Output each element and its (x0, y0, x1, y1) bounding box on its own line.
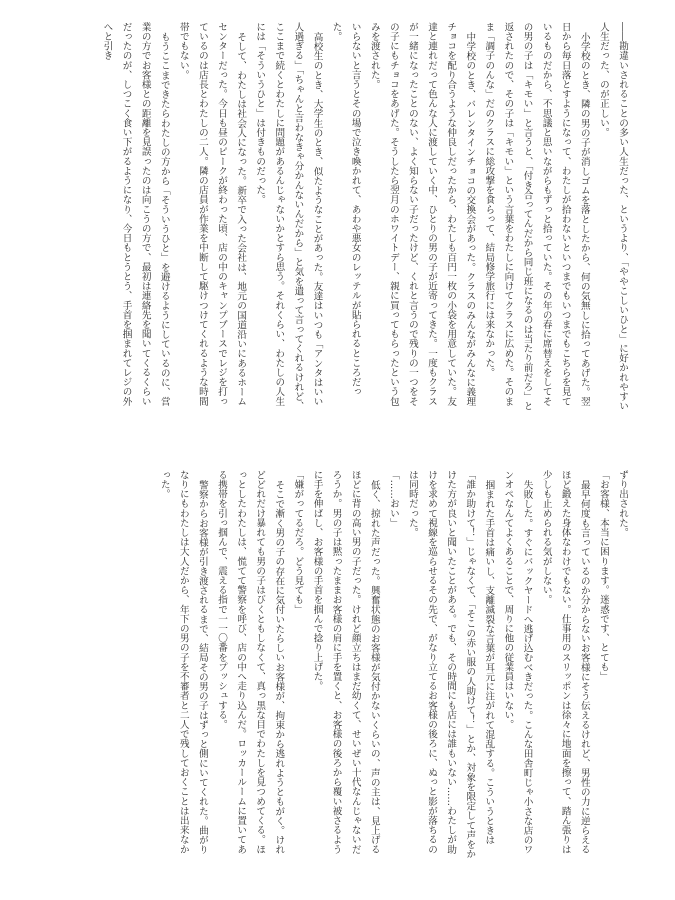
paragraph: 失敗した。すぐにバックヤードへ逃げ込むべきだった。こんな田舎町じゃ小さな店のワンオペなんてよくあることで、周りに他の従業員はいない。 (502, 470, 533, 854)
paragraph: 中学校のとき、バレンタインチョコの交換会があった。クラスのみんながみんなに義理チョコを配り合うような仲良しだったから、わたしも百円一枚の小袋を用意していた。友達と連れだって色んな人に渡していく中、ひとりの男の子が近寄ってきた。一度もクラスが一緒になったことのない、よく知らない子だったけど、くれと言うので残りの一つをその子にもチョコをあげた。そうしたら翌月のホワイトデー、親に買ってもらったという包みを渡された。 (368, 22, 476, 406)
paragraph: そして、わたしは社会人になった。新卒で入った会社は、地元の国道沿いにあるホームセンターだった。今日も昼のピークが終わった頃、店の中のキャンプブースでレジを打っているのは店長とわたしの二人。隣の店員が作業を中断して駆けつけてくれるような時間帯でもない。 (177, 22, 247, 406)
paragraph: もうここまできたらわたしの方から「そういうひと」を避けるようにしているのに、営業の方でお客様との距離を見誤ったのは向こうの方で、最初は連絡先を聞いてくるくらいだったのが、しつこく食い下がるようになり、今日もとうとう、手首を掴まれてレジの外へと引き (101, 22, 170, 406)
paragraph: 低く、掠れた声だった。興奮状態のお客様が気付かないくらいの、声の主は、見上げるほどに背の高い男の子だった。けれど顔立ちはまだ幼くて、せいぜい十代なんじゃないだろうか。男の子は黙ったままお客様の肩に手を置くと、お客様の後ろから覆い被さるように手を伸ばし、お客様の手首を掴んで捻り上げた。 (311, 470, 380, 854)
paragraph: ――勘違いされることの多い人生だった、というより、「ややこしいひと」に好かれやすい人生だった、のが正しい。 (597, 22, 628, 411)
dialogue: 「……おい」 (387, 470, 399, 528)
paragraph: 掴まれた手首は痛いし、支離滅裂な言葉が耳元に注がれて混乱する。こういうときは「誰か助けて！」じゃなくて、「そこの赤い服の人助けて！」とか、対象を限定して声をかけた方が良いと聞いたことがある。でも、その時間にも店には誰もいない……わたしが助けを求めて視線を巡らせるその先で、がなり立てるお客様の後ろに、ぬっと影が落ちるのは同時だった。 (406, 470, 495, 859)
paragraph: 高校生のとき、大学生のとき、似たようなことがあった。友達はいつも「アンタはいい人過ぎる」「ちゃんと言わなきゃ分かんないんだから」と気を遣って言ってくれるけれど、ここまで続くとわたしに問題があるんじゃないかとすら思う。それくらい、わたしの人生には「そういうひと」は付きものだった。 (254, 22, 323, 411)
dialogue: 「お客様、本当に困ります。迷惑です、とても」 (597, 470, 609, 682)
paragraph: そこで漸く男の子の存在に気付いたらしいお客様が、拘束から逃れようともがく。けれどどれだけ暴れても男の子はびくともしなくて、真っ黒な目でわたしを見つめてくる。ほっとしたわたしは、慌てて警察を呼び、店の中へ走り込んだ。ロッカールームに置いてある携帯を引っ掴んで、震える指で一一〇番をプッシュする。 (216, 470, 285, 854)
paragraph: 最早何度も言っているのか分からないお客様にそう伝えるけれど、男性の力に逆らえるほど鍛えた身体なわけでもない。仕事用のスリッポンは徐々に地面を擦って、踏ん張りは少しも止められる気がしない。 (540, 470, 590, 854)
paragraph: 小学校のとき、隣の男の子が消しゴムを落としたから、何の気無しに拾ってあげた。翌日から毎日落とすようになって、わたしが拾わないといつまでもいつまでもこちらを見ているものだから、不思議と思いながらもずっと拾っていた。その年の春に席替えをしてその男の子は「キモい」と言うと、「付き合ってんだから同じ班になるのは当たり前だろ」と返されたので、その子は「キモい」という言葉をわたしに向けてクラスに広めた。そのまま「調子のんな」だのクラスに総攻撃を食らって、結局修学旅行には来なかった。 (483, 22, 590, 411)
page-lower (40, 470, 632, 862)
paragraph: いらないと言うとその場で泣き喚かれて、あわや悪女のレッテルが貼られるところだった。 (330, 22, 361, 397)
dialogue: 「嫌がってるだろ。どう見ても」 (292, 470, 304, 614)
paragraph: 警察からお客様が引き渡されるまで、結局その男の子はずっと側にいてくれた。曲がりなりにもわたしは大人だから、年下の男の子を不審者と二人で残しておくことは出来なかった。 (158, 470, 208, 854)
paragraph: ずり出された。 (617, 470, 628, 538)
page-upper (40, 22, 632, 412)
